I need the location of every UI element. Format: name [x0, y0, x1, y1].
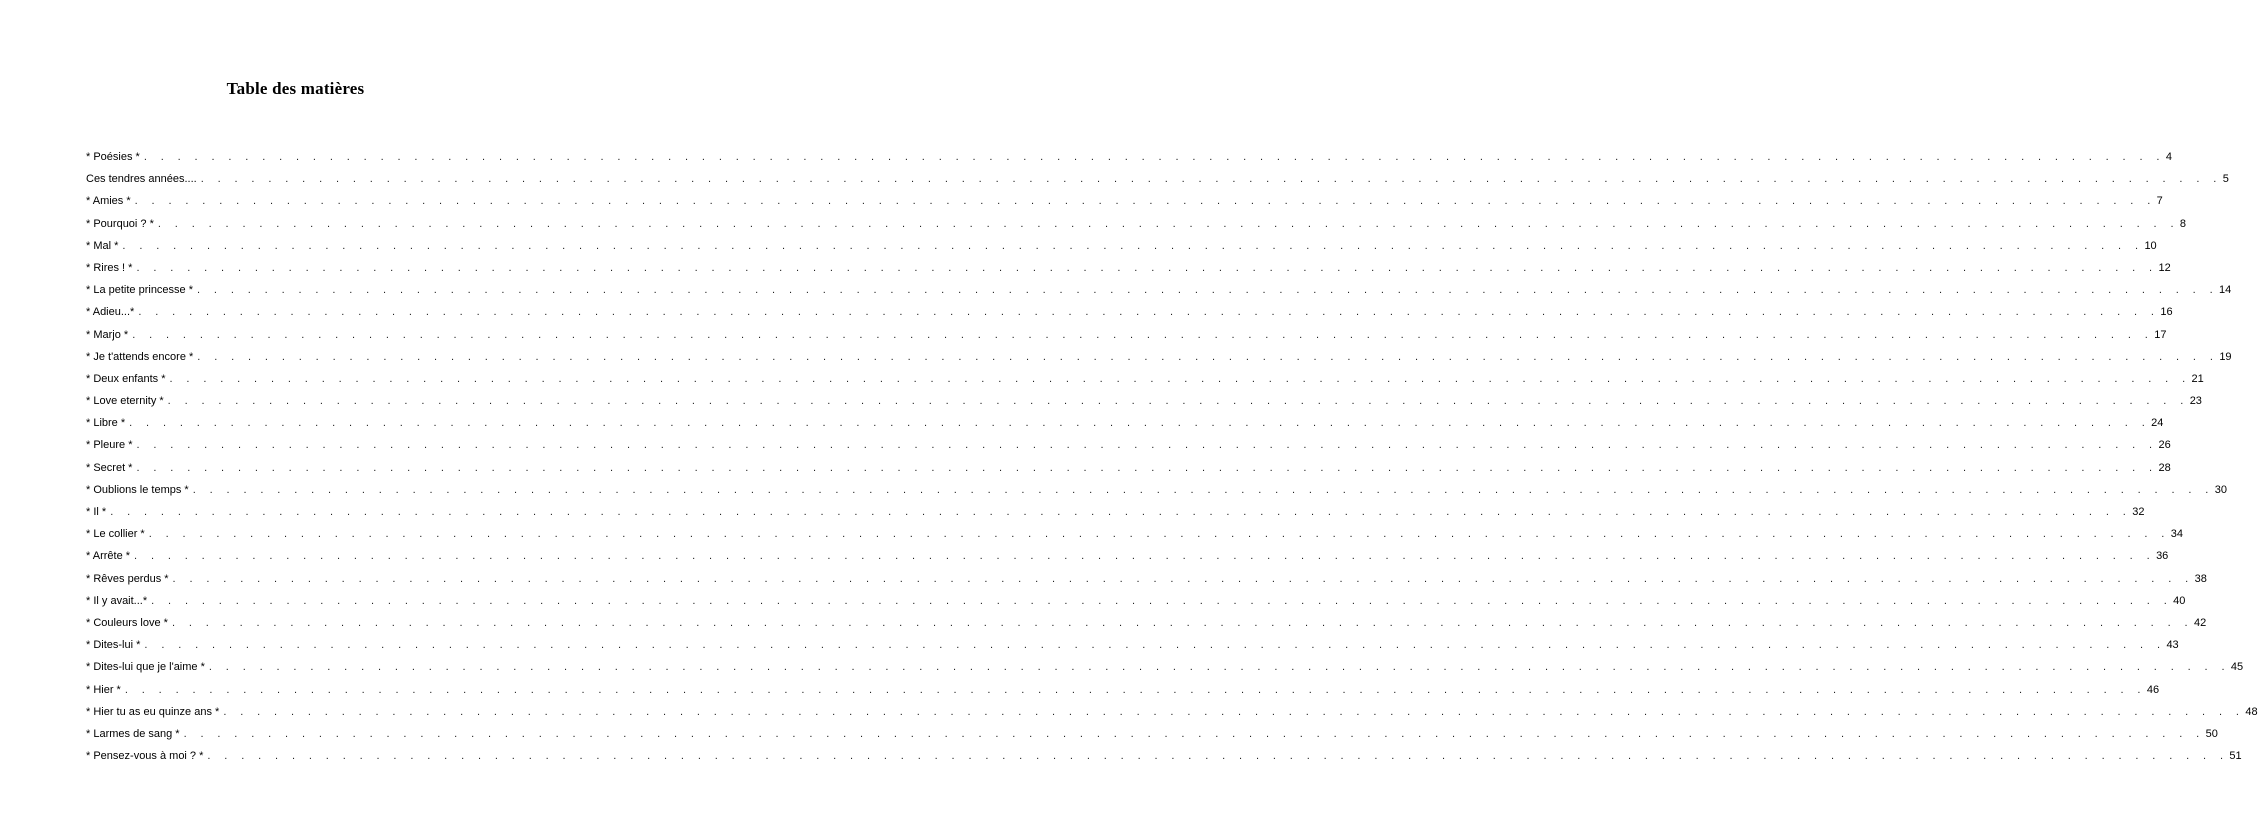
toc-entry[interactable]: [86, 679, 2160, 701]
toc-entry-page-number: 14: [2219, 284, 2232, 297]
dot-leader: . . . . . . . . . . . . . . . . . . . . . . . . . . . . . . . . . . . . . . . . . . . . . . . . . . . . . . . . . . . . . . . . . . . . . . . . . . . . . . . . . . . . . . . . . . . . . . . . . . . . . . . . . . . . . . . . . . . . . . . .: [207, 750, 2229, 763]
toc-entry-page-number: 21: [2191, 372, 2204, 385]
dot-leader: . . . . . . . . . . . . . . . . . . . . . . . . . . . . . . . . . . . . . . . . . . . . . . . . . . . . . . . . . . . . . . . . . . . . . . . . . . . . . . . . . . . . . . . . . . . . . . . . . . . . . . . . . . . . . . . . . . . . . . . .: [200, 173, 2222, 186]
toc-entry[interactable]: [86, 612, 2207, 634]
dot-leader: . . . . . . . . . . . . . . . . . . . . . . . . . . . . . . . . . . . . . . . . . . . . . . . . . . . . . . . . . . . . . . . . . . . . . . . . . . . . . . . . . . . . . . . . . . . . . . . . . . . . . . . . . . . . . . . . . . . . . . . .: [148, 528, 2170, 541]
toc-entry-title: * Deux enfants *: [86, 372, 166, 385]
toc-entry-title: * Love eternity *: [86, 395, 164, 408]
toc-entry-page-number: 23: [2189, 395, 2202, 408]
toc-entry[interactable]: [86, 701, 2258, 723]
page-title: Table des matières: [226, 79, 365, 99]
toc-entry[interactable]: [86, 390, 2202, 412]
toc-entry-page-number: 12: [2158, 261, 2171, 274]
toc-entry[interactable]: [86, 723, 2218, 745]
dot-leader: . . . . . . . . . . . . . . . . . . . . . . . . . . . . . . . . . . . . . . . . . . . . . . . . . . . . . . . . . . . . . . . . . . . . . . . . . . . . . . . . . . . . . . . . . . . . . . . . . . . . . . . . . . . . . . . . . . . . . . . .: [171, 616, 2193, 629]
toc-entry[interactable]: [86, 545, 2169, 567]
toc-entry-page-number: 4: [2165, 151, 2172, 163]
toc-entry[interactable]: [86, 324, 2167, 346]
table-of-contents: [86, 146, 2258, 767]
toc-entry-title: * Pleure *: [86, 439, 133, 452]
toc-entry-title: * Libre *: [86, 417, 126, 430]
dot-leader: . . . . . . . . . . . . . . . . . . . . . . . . . . . . . . . . . . . . . . . . . . . . . . . . . . . . . . . . . . . . . . . . . . . . . . . . . . . . . . . . . . . . . . . . . . . . . . . . . . . . . . . . . . . . . . . . . . . . . . . .: [143, 151, 2165, 163]
toc-entry-page-number: 48: [2245, 705, 2258, 718]
toc-entry-title: * Pensez-vous à moi ? *: [86, 750, 204, 763]
toc-entry-title: * Le collier *: [86, 528, 145, 541]
toc-entry[interactable]: [86, 501, 2145, 523]
toc-entry-title: * Oublions le temps *: [86, 483, 189, 496]
toc-entry-page-number: 50: [2205, 727, 2218, 740]
toc-entry-page-number: 45: [2230, 661, 2244, 674]
toc-entry-page-number: 38: [2194, 572, 2207, 585]
toc-entry-page-number: 7: [2156, 195, 2163, 208]
dot-leader: . . . . . . . . . . . . . . . . . . . . . . . . . . . . . . . . . . . . . . . . . . . . . . . . . . . . . . . . . . . . . . . . . . . . . . . . . . . . . . . . . . . . . . . . . . . . . . . . . . . . . . . . . . . . . . . . . . . . . . . .: [134, 550, 2156, 563]
dot-leader: . . . . . . . . . . . . . . . . . . . . . . . . . . . . . . . . . . . . . . . . . . . . . . . . . . . . . . . . . . . . . . . . . . . . . . . . . . . . . . . . . . . . . . . . . . . . . . . . . . . . . . . . . . . . . . . . . . . . . . . .: [172, 572, 2194, 585]
dot-leader: . . . . . . . . . . . . . . . . . . . . . . . . . . . . . . . . . . . . . . . . . . . . . . . . . . . . . . . . . . . . . . . . . . . . . . . . . . . . . . . . . . . . . . . . . . . . . . . . . . . . . . . . . . . . . . . . . . . . . . . .: [192, 483, 2214, 496]
dot-leader: . . . . . . . . . . . . . . . . . . . . . . . . . . . . . . . . . . . . . . . . . . . . . . . . . . . . . . . . . . . . . . . . . . . . . . . . . . . . . . . . . . . . . . . . . . . . . . . . . . . . . . . . . . . . . . . . . . . . . . . .: [124, 683, 2146, 696]
dot-leader: . . . . . . . . . . . . . . . . . . . . . . . . . . . . . . . . . . . . . . . . . . . . . . . . . . . . . . . . . . . . . . . . . . . . . . . . . . . . . . . . . . . . . . . . . . . . . . . . . . . . . . . . . . . . . . . . . . . . . . . .: [110, 506, 2132, 518]
toc-entry[interactable]: [86, 146, 2172, 168]
toc-entry-title: * Poésies *: [86, 151, 140, 163]
toc-entry[interactable]: [86, 479, 2227, 501]
toc-entry-title: * Pourquoi ? *: [86, 217, 154, 230]
toc-entry-title: Ces tendres années....: [86, 173, 197, 186]
toc-entry-title: * Dites-lui que je l'aime *: [86, 661, 205, 674]
dot-leader: . . . . . . . . . . . . . . . . . . . . . . . . . . . . . . . . . . . . . . . . . . . . . . . . . . . . . . . . . . . . . . . . . . . . . . . . . . . . . . . . . . . . . . . . . . . . . . . . . . . . . . . . . . . . . . . . . . . . . . . .: [183, 727, 2205, 740]
toc-entry[interactable]: [86, 257, 2171, 279]
toc-entry-page-number: 43: [2166, 639, 2179, 652]
toc-entry[interactable]: [86, 190, 2163, 212]
toc-entry-title: * Rêves perdus *: [86, 572, 169, 585]
toc-entry-page-number: 40: [2173, 594, 2186, 607]
toc-entry-page-number: 19: [2219, 350, 2232, 363]
dot-leader: . . . . . . . . . . . . . . . . . . . . . . . . . . . . . . . . . . . . . . . . . . . . . . . . . . . . . . . . . . . . . . . . . . . . . . . . . . . . . . . . . . . . . . . . . . . . . . . . . . . . . . . . . . . . . . . . . . . . . . . .: [136, 261, 2158, 274]
toc-entry[interactable]: [86, 368, 2204, 390]
toc-entry[interactable]: [86, 590, 2186, 612]
dot-leader: . . . . . . . . . . . . . . . . . . . . . . . . . . . . . . . . . . . . . . . . . . . . . . . . . . . . . . . . . . . . . . . . . . . . . . . . . . . . . . . . . . . . . . . . . . . . . . . . . . . . . . . . . . . . . . . . . . . . . . . .: [134, 195, 2156, 208]
toc-entry-title: * Adieu...*: [86, 306, 135, 319]
toc-entry[interactable]: [86, 213, 2187, 235]
toc-entry-page-number: 51: [2229, 750, 2242, 763]
toc-entry[interactable]: [86, 634, 2179, 656]
toc-entry-page-number: 10: [2144, 239, 2157, 252]
toc-entry[interactable]: [86, 235, 2157, 257]
toc-entry-page-number: 30: [2214, 483, 2227, 496]
dot-leader: . . . . . . . . . . . . . . . . . . . . . . . . . . . . . . . . . . . . . . . . . . . . . . . . . . . . . . . . . . . . . . . . . . . . . . . . . . . . . . . . . . . . . . . . . . . . . . . . . . . . . . . . . . . . . . . . . . . . . . . .: [157, 217, 2179, 230]
dot-leader: . . . . . . . . . . . . . . . . . . . . . . . . . . . . . . . . . . . . . . . . . . . . . . . . . . . . . . . . . . . . . . . . . . . . . . . . . . . . . . . . . . . . . . . . . . . . . . . . . . . . . . . . . . . . . . . . . . . . . . . .: [132, 328, 2154, 341]
toc-entry[interactable]: [86, 568, 2207, 590]
toc-entry-page-number: 24: [2151, 417, 2164, 430]
toc-entry-title: * Rires ! *: [86, 261, 133, 274]
toc-entry[interactable]: [86, 412, 2164, 434]
toc-entry[interactable]: [86, 346, 2232, 368]
toc-entry-page-number: 42: [2193, 616, 2207, 629]
toc-entry-page-number: 8: [2179, 217, 2187, 230]
toc-entry-title: * Il y avait...*: [86, 594, 148, 607]
toc-entry-title: * Secret *: [86, 461, 133, 474]
dot-leader: . . . . . . . . . . . . . . . . . . . . . . . . . . . . . . . . . . . . . . . . . . . . . . . . . . . . . . . . . . . . . . . . . . . . . . . . . . . . . . . . . . . . . . . . . . . . . . . . . . . . . . . . . . . . . . . . . . . . . . . .: [136, 439, 2158, 452]
toc-entry-page-number: 17: [2154, 328, 2167, 341]
toc-entry-title: * Je t'attends encore *: [86, 350, 194, 363]
toc-entry-title: * Il *: [86, 506, 107, 518]
dot-leader: . . . . . . . . . . . . . . . . . . . . . . . . . . . . . . . . . . . . . . . . . . . . . . . . . . . . . . . . . . . . . . . . . . . . . . . . . . . . . . . . . . . . . . . . . . . . . . . . . . . . . . . . . . . . . . . . . . . . . . . .: [167, 395, 2189, 408]
dot-leader: . . . . . . . . . . . . . . . . . . . . . . . . . . . . . . . . . . . . . . . . . . . . . . . . . . . . . . . . . . . . . . . . . . . . . . . . . . . . . . . . . . . . . . . . . . . . . . . . . . . . . . . . . . . . . . . . . . . . . . . .: [129, 417, 2151, 430]
dot-leader: . . . . . . . . . . . . . . . . . . . . . . . . . . . . . . . . . . . . . . . . . . . . . . . . . . . . . . . . . . . . . . . . . . . . . . . . . . . . . . . . . . . . . . . . . . . . . . . . . . . . . . . . . . . . . . . . . . . . . . . .: [122, 239, 2144, 252]
toc-entry-page-number: 34: [2170, 528, 2183, 541]
toc-entry-page-number: 46: [2146, 683, 2160, 696]
toc-entry-title: * Hier tu as eu quinze ans *: [86, 705, 220, 718]
dot-leader: . . . . . . . . . . . . . . . . . . . . . . . . . . . . . . . . . . . . . . . . . . . . . . . . . . . . . . . . . . . . . . . . . . . . . . . . . . . . . . . . . . . . . . . . . . . . . . . . . . . . . . . . . . . . . . . . . . . . . . . .: [208, 661, 2230, 674]
toc-entry[interactable]: [86, 168, 2229, 190]
toc-entry[interactable]: [86, 656, 2244, 678]
toc-entry-title: * Larmes de sang *: [86, 727, 180, 740]
toc-entry-title: * Marjo *: [86, 328, 129, 341]
dot-leader: . . . . . . . . . . . . . . . . . . . . . . . . . . . . . . . . . . . . . . . . . . . . . . . . . . . . . . . . . . . . . . . . . . . . . . . . . . . . . . . . . . . . . . . . . . . . . . . . . . . . . . . . . . . . . . . . . . . . . . . .: [169, 372, 2191, 385]
dot-leader: . . . . . . . . . . . . . . . . . . . . . . . . . . . . . . . . . . . . . . . . . . . . . . . . . . . . . . . . . . . . . . . . . . . . . . . . . . . . . . . . . . . . . . . . . . . . . . . . . . . . . . . . . . . . . . . . . . . . . . . .: [197, 284, 2219, 297]
toc-entry-page-number: 28: [2158, 461, 2171, 474]
toc-entry-title: * Arrête *: [86, 550, 131, 563]
toc-entry-title: * Couleurs love *: [86, 616, 168, 629]
toc-entry[interactable]: [86, 301, 2173, 323]
dot-leader: . . . . . . . . . . . . . . . . . . . . . . . . . . . . . . . . . . . . . . . . . . . . . . . . . . . . . . . . . . . . . . . . . . . . . . . . . . . . . . . . . . . . . . . . . . . . . . . . . . . . . . . . . . . . . . . . . . . . . . . .: [223, 705, 2245, 718]
dot-leader: . . . . . . . . . . . . . . . . . . . . . . . . . . . . . . . . . . . . . . . . . . . . . . . . . . . . . . . . . . . . . . . . . . . . . . . . . . . . . . . . . . . . . . . . . . . . . . . . . . . . . . . . . . . . . . . . . . . . . . . .: [138, 306, 2160, 319]
dot-leader: . . . . . . . . . . . . . . . . . . . . . . . . . . . . . . . . . . . . . . . . . . . . . . . . . . . . . . . . . . . . . . . . . . . . . . . . . . . . . . . . . . . . . . . . . . . . . . . . . . . . . . . . . . . . . . . . . . . . . . . .: [136, 461, 2158, 474]
toc-entry-page-number: 32: [2132, 506, 2145, 518]
toc-entry-page-number: 16: [2160, 306, 2173, 319]
dot-leader: . . . . . . . . . . . . . . . . . . . . . . . . . . . . . . . . . . . . . . . . . . . . . . . . . . . . . . . . . . . . . . . . . . . . . . . . . . . . . . . . . . . . . . . . . . . . . . . . . . . . . . . . . . . . . . . . . . . . . . . .: [144, 639, 2166, 652]
toc-entry-title: * La petite princesse *: [86, 284, 194, 297]
toc-entry[interactable]: [86, 434, 2171, 456]
toc-entry-title: * Amies *: [86, 195, 131, 208]
toc-entry[interactable]: [86, 279, 2232, 301]
dot-leader: . . . . . . . . . . . . . . . . . . . . . . . . . . . . . . . . . . . . . . . . . . . . . . . . . . . . . . . . . . . . . . . . . . . . . . . . . . . . . . . . . . . . . . . . . . . . . . . . . . . . . . . . . . . . . . . . . . . . . . . .: [197, 350, 2219, 363]
toc-entry-page-number: 5: [2222, 173, 2229, 186]
toc-entry-page-number: 36: [2156, 550, 2169, 563]
toc-entry-title: * Dites-lui *: [86, 639, 141, 652]
toc-entry-title: * Mal *: [86, 239, 119, 252]
toc-entry[interactable]: [86, 457, 2171, 479]
toc-entry-title: * Hier *: [86, 683, 121, 696]
dot-leader: . . . . . . . . . . . . . . . . . . . . . . . . . . . . . . . . . . . . . . . . . . . . . . . . . . . . . . . . . . . . . . . . . . . . . . . . . . . . . . . . . . . . . . . . . . . . . . . . . . . . . . . . . . . . . . . . . . . . . . . .: [151, 594, 2173, 607]
toc-entry-page-number: 26: [2158, 439, 2171, 452]
toc-entry[interactable]: [86, 523, 2183, 545]
toc-entry[interactable]: [86, 745, 2242, 767]
